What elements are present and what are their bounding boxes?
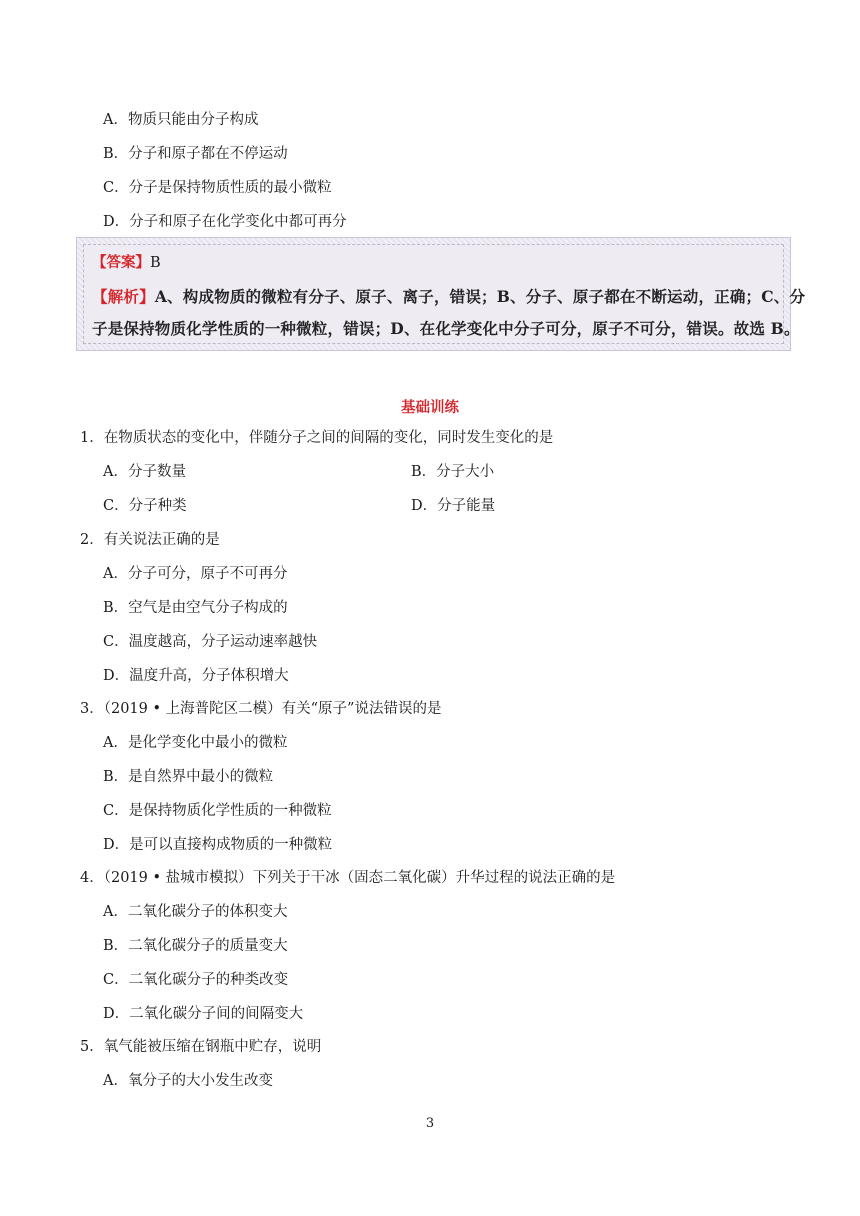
- analysis-line-1: [92, 285, 805, 307]
- prev-option-a: A．物质只能由分子构成: [103, 112, 259, 128]
- question-3-option-c: C．是保持物质化学性质的一种微粒: [103, 803, 332, 819]
- section-title: 基础训练: [401, 400, 459, 416]
- question-1-option-d: D．分子能量: [411, 498, 496, 514]
- question-1-option-c: C．分子种类: [103, 498, 187, 514]
- question-2-option-a: A．分子可分，原子不可再分: [103, 566, 288, 582]
- question-3-option-b: B．是自然界中最小的微粒: [103, 769, 274, 785]
- question-3-option-d: D．是可以直接构成物质的一种微粒: [103, 837, 333, 853]
- answer-box-inner: [83, 244, 806, 344]
- question-2-stem: 2．有关说法正确的是: [80, 532, 220, 548]
- question-2-option-b: B．空气是由空气分子构成的: [103, 600, 288, 616]
- question-4-option-c: C．二氧化碳分子的种类改变: [103, 972, 289, 988]
- page-number: 3: [425, 1116, 435, 1131]
- question-5-stem: 5．氧气能被压缩在钢瓶中贮存，说明: [80, 1039, 322, 1055]
- question-1-option-a: A．分子数量: [103, 464, 186, 480]
- question-4-option-a: A．二氧化碳分子的体积变大: [103, 904, 288, 920]
- analysis-line-2: 子是保持物质化学性质的一种微粒，错误；D、在化学变化中分子可分，原子不可分，错误。故选 B。: [92, 319, 800, 338]
- question-1-stem: 1．在物质状态的变化中，伴随分子之间的间隔的变化，同时发生变化的是: [80, 430, 554, 446]
- prev-option-d: D．分子和原子在化学变化中都可再分: [103, 214, 347, 230]
- question-2-option-c: C．温度越高，分子运动速率越快: [103, 634, 318, 650]
- question-5-option-a: A．氧分子的大小发生改变: [103, 1073, 273, 1089]
- prev-option-c: C．分子是保持物质性质的最小微粒: [103, 180, 332, 196]
- question-4-stem: 4．（2019 • 盐城市模拟）下列关于干冰（固态二氧化碳）升华过程的说法正确的是: [80, 870, 616, 886]
- question-4-option-d: D．二氧化碳分子间的间隔变大: [103, 1006, 304, 1022]
- question-4-option-b: B．二氧化碳分子的质量变大: [103, 938, 288, 954]
- question-1-option-b: B．分子大小: [411, 464, 495, 480]
- question-3-option-a: A．是化学变化中最小的微粒: [103, 735, 288, 751]
- analysis-text-1: A、构成物质的微粒有分子、原子、离子，错误；B、分子、原子都在不断运动，正确；C、分: [154, 287, 806, 306]
- answer-tag: 【答案】: [92, 254, 150, 271]
- question-2-option-d: D．温度升高，分子体积增大: [103, 668, 289, 684]
- analysis-tag: 【解析】: [92, 287, 155, 306]
- question-3-stem: 3．（2019 • 上海普陀区二模）有关“原子”说法错误的是: [80, 701, 442, 717]
- prev-option-b: B．分子和原子都在不停运动: [103, 146, 288, 162]
- answer-box: [76, 237, 806, 351]
- answer-value: B: [150, 255, 161, 271]
- answer-line: [92, 251, 161, 272]
